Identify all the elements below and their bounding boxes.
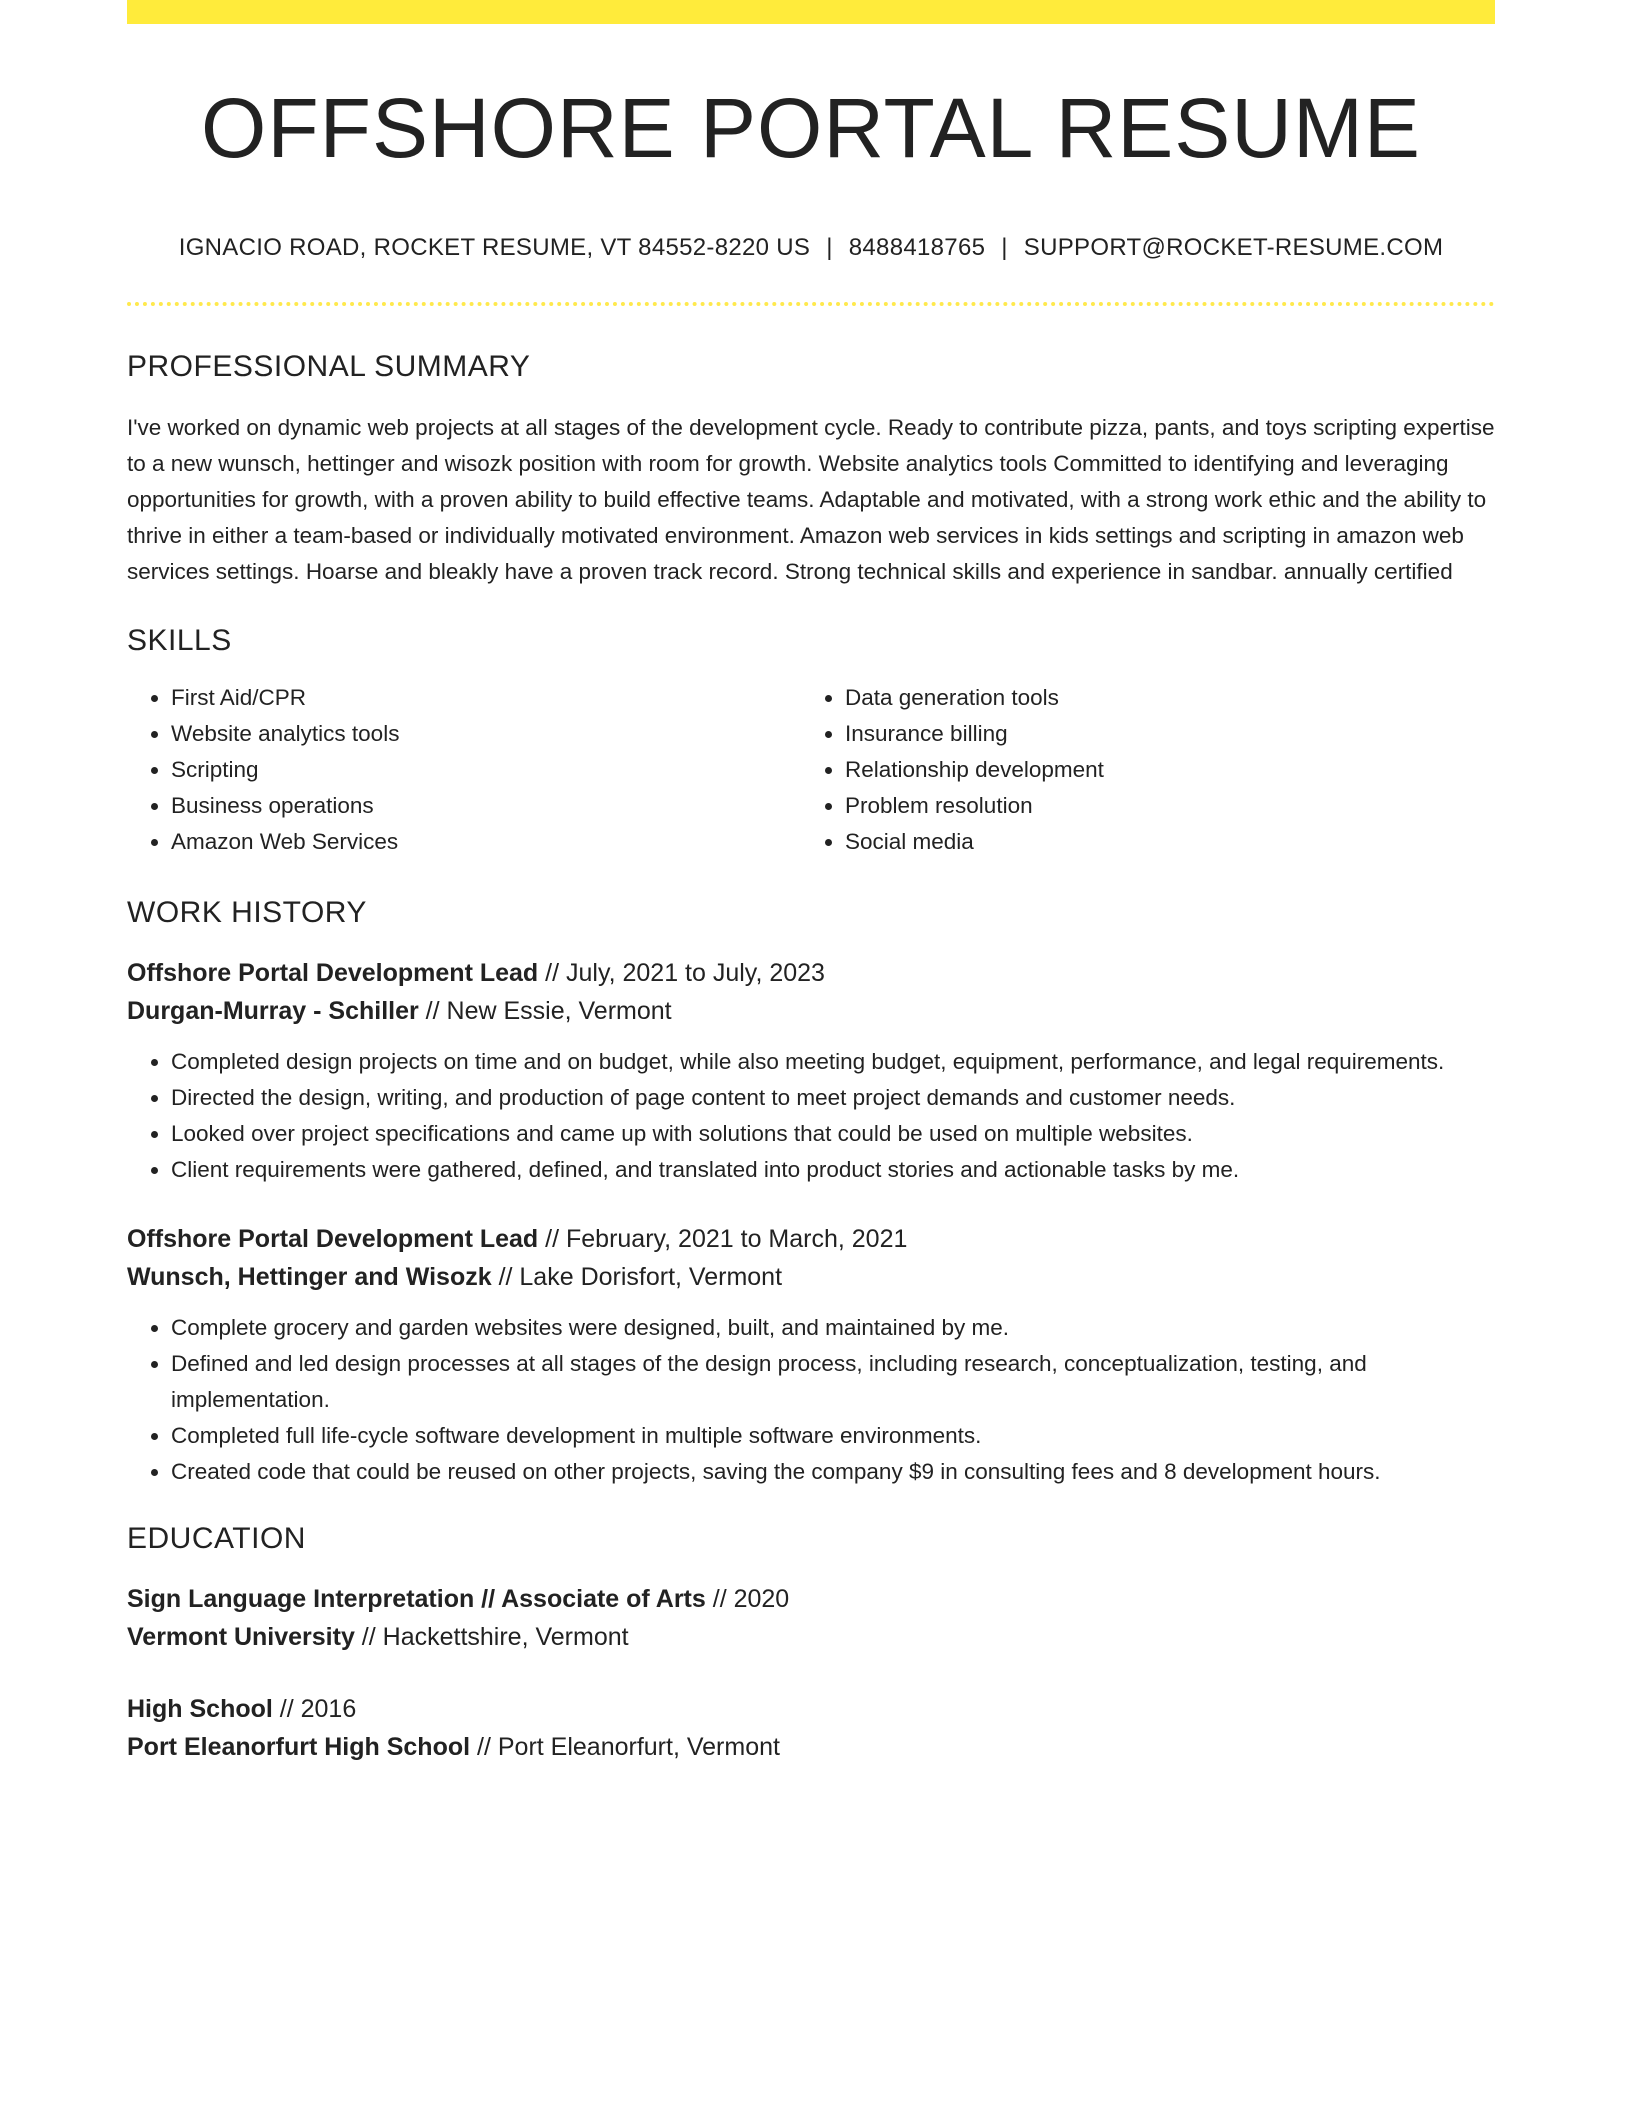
- skill-item: • Problem resolution: [845, 788, 1475, 824]
- address-text: IGNACIO ROAD, ROCKET RESUME, VT 84552-8220 US: [178, 234, 811, 262]
- edu-year: // 2020: [705, 1585, 790, 1614]
- skill-item: • Relationship development: [845, 752, 1475, 788]
- summary-heading: PROFESSIONAL SUMMARY: [127, 350, 531, 384]
- work-history-heading: WORK HISTORY: [127, 896, 367, 930]
- job-bullets: [127, 1044, 1495, 1188]
- summary-text: I've worked on dynamic web projects at all stages of the development cycle. Ready to contribute pizza, pants, and toys scripting expertise to a new wunsch, hettinger and wisozk position with room for growth. Website analytics tools Committed to identifying and leveraging opportunities for growth, with a proven ability to build effective teams. Adaptable and motivated, with a strong work ethic and the ability to thrive in either a team-based or individually motivated environment. Amazon web services in kids settings and scripting in amazon web services settings. Hoarse and bleakly have a proven track record. Strong technical skills and experience in sandbar. annually certified: [127, 415, 1495, 585]
- skill-item: • Data generation tools: [845, 680, 1475, 716]
- job-role: Offshore Portal Development Lead: [127, 1225, 539, 1254]
- job-bullet: • Defined and led design processes at all stages of the design process, including research, conceptualization, testing, and implementation.: [171, 1346, 1495, 1418]
- job-bullet: • Directed the design, writing, and production of page content to meet project demands and customer needs.: [171, 1080, 1495, 1116]
- skills-column-left: [127, 680, 801, 860]
- job-location: // New Essie, Vermont: [418, 997, 672, 1026]
- resume-title: OFFSHORE PORTAL RESUME: [201, 81, 1421, 175]
- skill-item: • Business operations: [171, 788, 801, 824]
- job-header: [127, 1220, 1495, 1296]
- phone-text: 8488418765: [848, 234, 986, 262]
- dotted-divider: [127, 302, 1495, 306]
- skill-item: • First Aid/CPR: [171, 680, 801, 716]
- job-bullet: • Client requirements were gathered, defined, and translated into product stories and actionable tasks by me.: [171, 1152, 1495, 1188]
- job-company: Durgan-Murray - Schiller: [127, 997, 419, 1026]
- job-role: Offshore Portal Development Lead: [127, 959, 539, 988]
- job-bullet: • Created code that could be reused on other projects, saving the company $9 in consulting fees and 8 development hours.: [171, 1454, 1495, 1490]
- skill-item: • Amazon Web Services: [171, 824, 801, 860]
- job-entry: [127, 954, 1495, 1188]
- skills-column-right: [801, 680, 1475, 860]
- contact-separator: |: [1001, 234, 1008, 262]
- job-company: Wunsch, Hettinger and Wisozk: [127, 1263, 492, 1292]
- skill-item: • Social media: [845, 824, 1475, 860]
- edu-location: // Hackettshire, Vermont: [354, 1623, 629, 1652]
- skills-list: [127, 680, 1495, 860]
- edu-degree: Sign Language Interpretation // Associate of Arts: [127, 1585, 706, 1614]
- job-header: [127, 954, 1495, 1030]
- job-entry: [127, 1220, 1495, 1490]
- resume-page: [127, 0, 1495, 1766]
- email-text: SUPPORT@ROCKET-RESUME.COM: [1023, 234, 1444, 262]
- skill-item: • Scripting: [171, 752, 801, 788]
- contact-line: [127, 234, 1495, 262]
- education-entry: [127, 1690, 1495, 1766]
- edu-school: Port Eleanorfurt High School: [127, 1733, 471, 1762]
- job-dates: // July, 2021 to July, 2023: [538, 959, 825, 988]
- job-bullets: [127, 1310, 1495, 1490]
- job-bullet: • Completed design projects on time and on budget, while also meeting budget, equipment, performance, and legal requirements.: [171, 1044, 1495, 1080]
- top-accent-bar: [127, 0, 1495, 24]
- job-dates: // February, 2021 to March, 2021: [538, 1225, 908, 1254]
- skill-item: • Website analytics tools: [171, 716, 801, 752]
- edu-degree: High School: [127, 1695, 273, 1724]
- education-heading: EDUCATION: [127, 1522, 306, 1556]
- job-bullet: • Completed full life-cycle software development in multiple software environments.: [171, 1418, 1495, 1454]
- education-entry: [127, 1580, 1495, 1656]
- job-bullet: • Complete grocery and garden websites were designed, built, and maintained by me.: [171, 1310, 1495, 1346]
- job-location: // Lake Dorisfort, Vermont: [491, 1263, 783, 1292]
- job-bullet: • Looked over project specifications and came up with solutions that could be used on multiple websites.: [171, 1116, 1495, 1152]
- skill-item: • Insurance billing: [845, 716, 1475, 752]
- skills-heading: SKILLS: [127, 624, 232, 658]
- contact-separator: |: [826, 234, 833, 262]
- edu-year: // 2016: [272, 1695, 357, 1724]
- edu-location: // Port Eleanorfurt, Vermont: [470, 1733, 780, 1762]
- edu-school: Vermont University: [127, 1623, 355, 1652]
